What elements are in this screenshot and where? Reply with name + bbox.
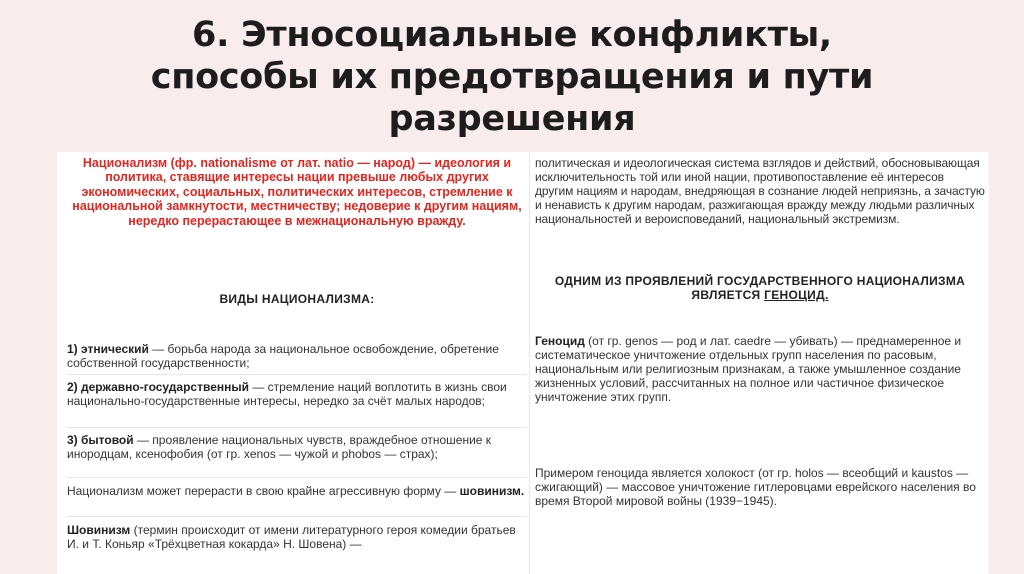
content-table — [57, 152, 989, 574]
genocide-header-text: ОДНИМ ИЗ ПРОЯВЛЕНИЙ ГОСУДАРСТВЕННОГО НАЦИОНАЛИЗМА ЯВЛЯЕТСЯ — [554, 274, 966, 302]
chauvinism-note-text: Национализм может перерасти в свою крайне агрессивную форму — — [67, 484, 460, 498]
type-household-label: 3) бытовой — [67, 433, 134, 447]
title-line-1: 6. Этносоциальные конфликты, — [192, 15, 832, 55]
holocaust-example: Примером геноцида является холокост (от гр. holos — всеобщий и kaustos — сжигающий) — массовое уничтожение гитлеровцами еврейского населения во время Второй мировой войны (1939−1945). — [535, 466, 976, 508]
row-divider — [67, 374, 527, 375]
type-state — [67, 380, 517, 408]
type-state-text: — стремление наций воплотить в жизнь свои национально-государственные интересы, нередко за счёт малых народов; — [67, 380, 507, 408]
page-title — [0, 14, 1024, 140]
type-state-label: 2) державно-государственный — [67, 380, 249, 394]
types-header: ВИДЫ НАЦИОНАЛИЗМА: — [219, 292, 375, 306]
row-divider — [67, 516, 527, 517]
chauvinism-note — [67, 484, 527, 498]
type-household-text: — проявление национальных чувств, враждебное отношение к инородцам, ксенофобия (от гр. xenos — чужой и phobos — страх); — [67, 433, 492, 461]
genocide-header — [535, 274, 985, 302]
type-household — [67, 433, 517, 461]
nationalism-definition: Национализм (фр. nationalisme от лат. natio — народ) — идеология и политика, ставящие интересы нации превыше любых других экономических, социальных, политических интересов, стремление к национальной замкнутости, местничеству; недоверие к другим нациям, нередко перерастающее в межнациональную вражду. — [72, 156, 522, 228]
genocide-header-word: ГЕНОЦИД. — [764, 288, 829, 302]
title-line-3: разрешения — [388, 99, 636, 139]
genocide-definition — [535, 334, 985, 404]
chauvinism-definition-text: (термин происходит от имени литературного героя комедии братьев И. и Т. Коньяр «Трёхцветная кокарда» Н. Шовена) — — [67, 523, 516, 551]
chauvinism-definition — [67, 523, 527, 551]
genocide-definition-text: (от гр. genos — род и лат. caedre — убивать) — преднамеренное и систематическое уничтожение отдельных групп населения по расовым, национальным или религиозным признакам, а также умышленное создание жизненных условий, рассчитанных на полное или частичное физическое уничтожение этих групп. — [535, 334, 962, 404]
title-line-2: способы их предотвращения и пути — [150, 57, 874, 97]
chauvinism-label: Шовинизм — [67, 523, 131, 537]
row-divider — [67, 427, 527, 428]
row-divider — [67, 477, 527, 478]
chauvinism-word: шовинизм. — [459, 484, 525, 498]
type-ethnic-text: — борьба народа за национальное освобождение, обретение собственной государственности; — [67, 342, 499, 370]
type-ethnic-label: 1) этнический — [67, 342, 149, 356]
type-ethnic — [67, 342, 517, 370]
nationalism-definition-continued: политическая и идеологическая система взглядов и действий, обосновывающая исключительность той или иной нации, противопоставление её интересов другим нациям и народам, внедряющая в сознание людей неприязнь, а зачастую и ненависть к другим народам, разжигающая вражду между людьми различных национальностей и вероисповеданий, национальный экстремизм. — [535, 156, 985, 226]
genocide-label: Геноцид — [535, 334, 585, 348]
column-divider — [529, 152, 530, 574]
